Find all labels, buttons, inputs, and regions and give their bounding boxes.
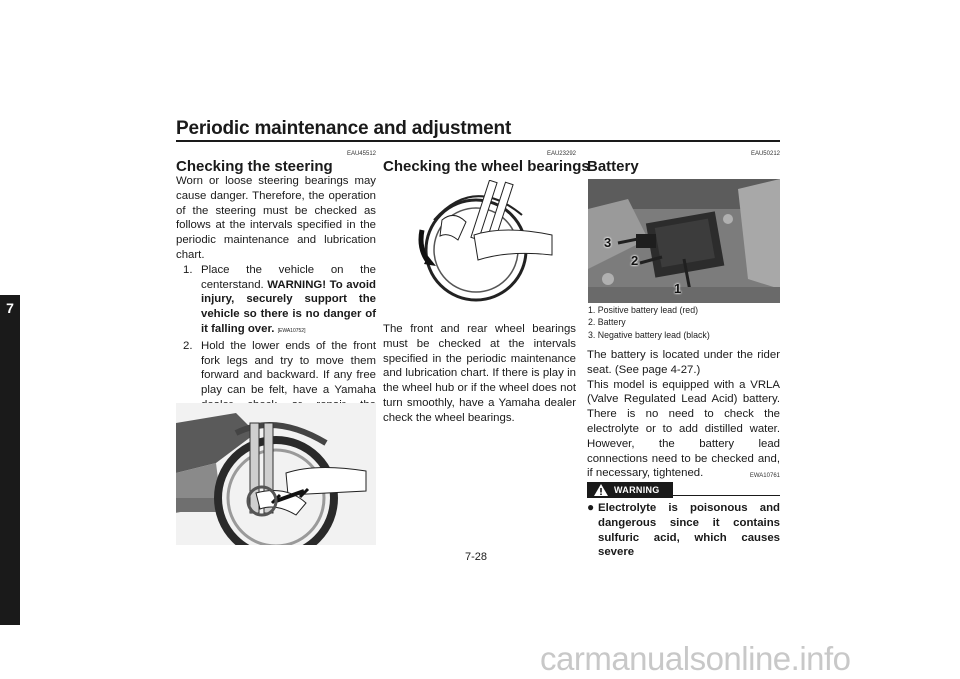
warning-code: EWA10761 xyxy=(749,473,780,479)
warning-label: WARNING xyxy=(614,485,660,495)
step-text: Hold the lower ends of the front fork legs and try to move them forward and backward. If any free play can be felt, have a Yamaha xyxy=(201,339,376,397)
steering-step-1 xyxy=(176,263,376,339)
section-title-steering: Checking the steering xyxy=(176,158,333,175)
section-title-battery: Battery xyxy=(587,158,639,175)
callout-2: 2 xyxy=(631,253,639,268)
fork-check-drawing xyxy=(176,403,376,545)
battery-body xyxy=(587,348,780,481)
warning-code: [EWA10752] xyxy=(277,327,306,334)
page-title: Periodic maintenance and adjustment xyxy=(176,118,512,139)
warning-triangle-icon xyxy=(593,483,609,497)
warning-divider xyxy=(673,495,780,496)
step-warning: WARNING! To avoid injury, securely support the vehicle so there is no danger of it falling over. xyxy=(201,278,376,335)
section-code: EAU23292 xyxy=(546,151,576,157)
battery-vrla-text: This model is equipped with a VRLA (Valve Regulated Lead Acid) battery. There is no need to check the electrolyte or to add distilled water. However, the battery lead connections need to be checked and, if necessary, tightened. xyxy=(587,378,780,480)
step-number: 1. xyxy=(183,263,193,276)
caption-item: 3. Negative battery lead (black) xyxy=(588,329,710,340)
section-code: EAU45512 xyxy=(346,151,376,157)
step-number: 2. xyxy=(183,339,193,352)
chapter-number: 7 xyxy=(6,300,14,316)
warning-badge xyxy=(587,482,673,498)
battery-compartment-drawing xyxy=(588,179,780,303)
caption-item: 1. Positive battery lead (red) xyxy=(588,305,699,315)
step-text: Place the vehicle on the centerstand. xyxy=(201,263,376,291)
warning-bullet-text: Electrolyte is poisonous and dangerous since it contains sulfuric acid, which causes severe xyxy=(598,502,780,559)
steering-intro: Worn or loose steering bearings may cause danger. Therefore, the operation of the steering must be checked as follows at the intervals specified in the periodic maintenance and lubrication chart. xyxy=(176,175,376,261)
steering-illustration xyxy=(176,403,376,545)
page-number: 7-28 xyxy=(464,551,488,563)
bullet-icon: ● xyxy=(587,500,595,514)
site-watermark: carmanualsonline.info xyxy=(540,640,851,677)
callout-1: 1 xyxy=(674,281,682,296)
wheel-bearing-illustration xyxy=(414,180,554,305)
caption-item: 2. Battery xyxy=(588,317,626,328)
battery-captions xyxy=(588,304,780,341)
chapter-tab xyxy=(0,295,20,625)
steering-body xyxy=(176,174,376,428)
callout-3: 3 xyxy=(604,235,612,250)
battery-photo xyxy=(588,179,780,303)
battery-location-text: The battery is located under the rider seat. (See page 4-27.) xyxy=(587,349,780,376)
header-divider xyxy=(176,140,780,142)
wheel-drawing xyxy=(414,180,554,305)
wheel-bearings-body: The front and rear wheel bearings must be checked at the intervals specified in the periodic maintenance and lubrication chart. If there is play in the wheel hub or if the wheel does not turn smoothly, have a Yamaha dealer check the wheel bearings. xyxy=(383,323,576,424)
section-title-wheel-bearings: Checking the wheel bearings xyxy=(383,158,590,175)
section-code: EAU50212 xyxy=(750,151,780,157)
